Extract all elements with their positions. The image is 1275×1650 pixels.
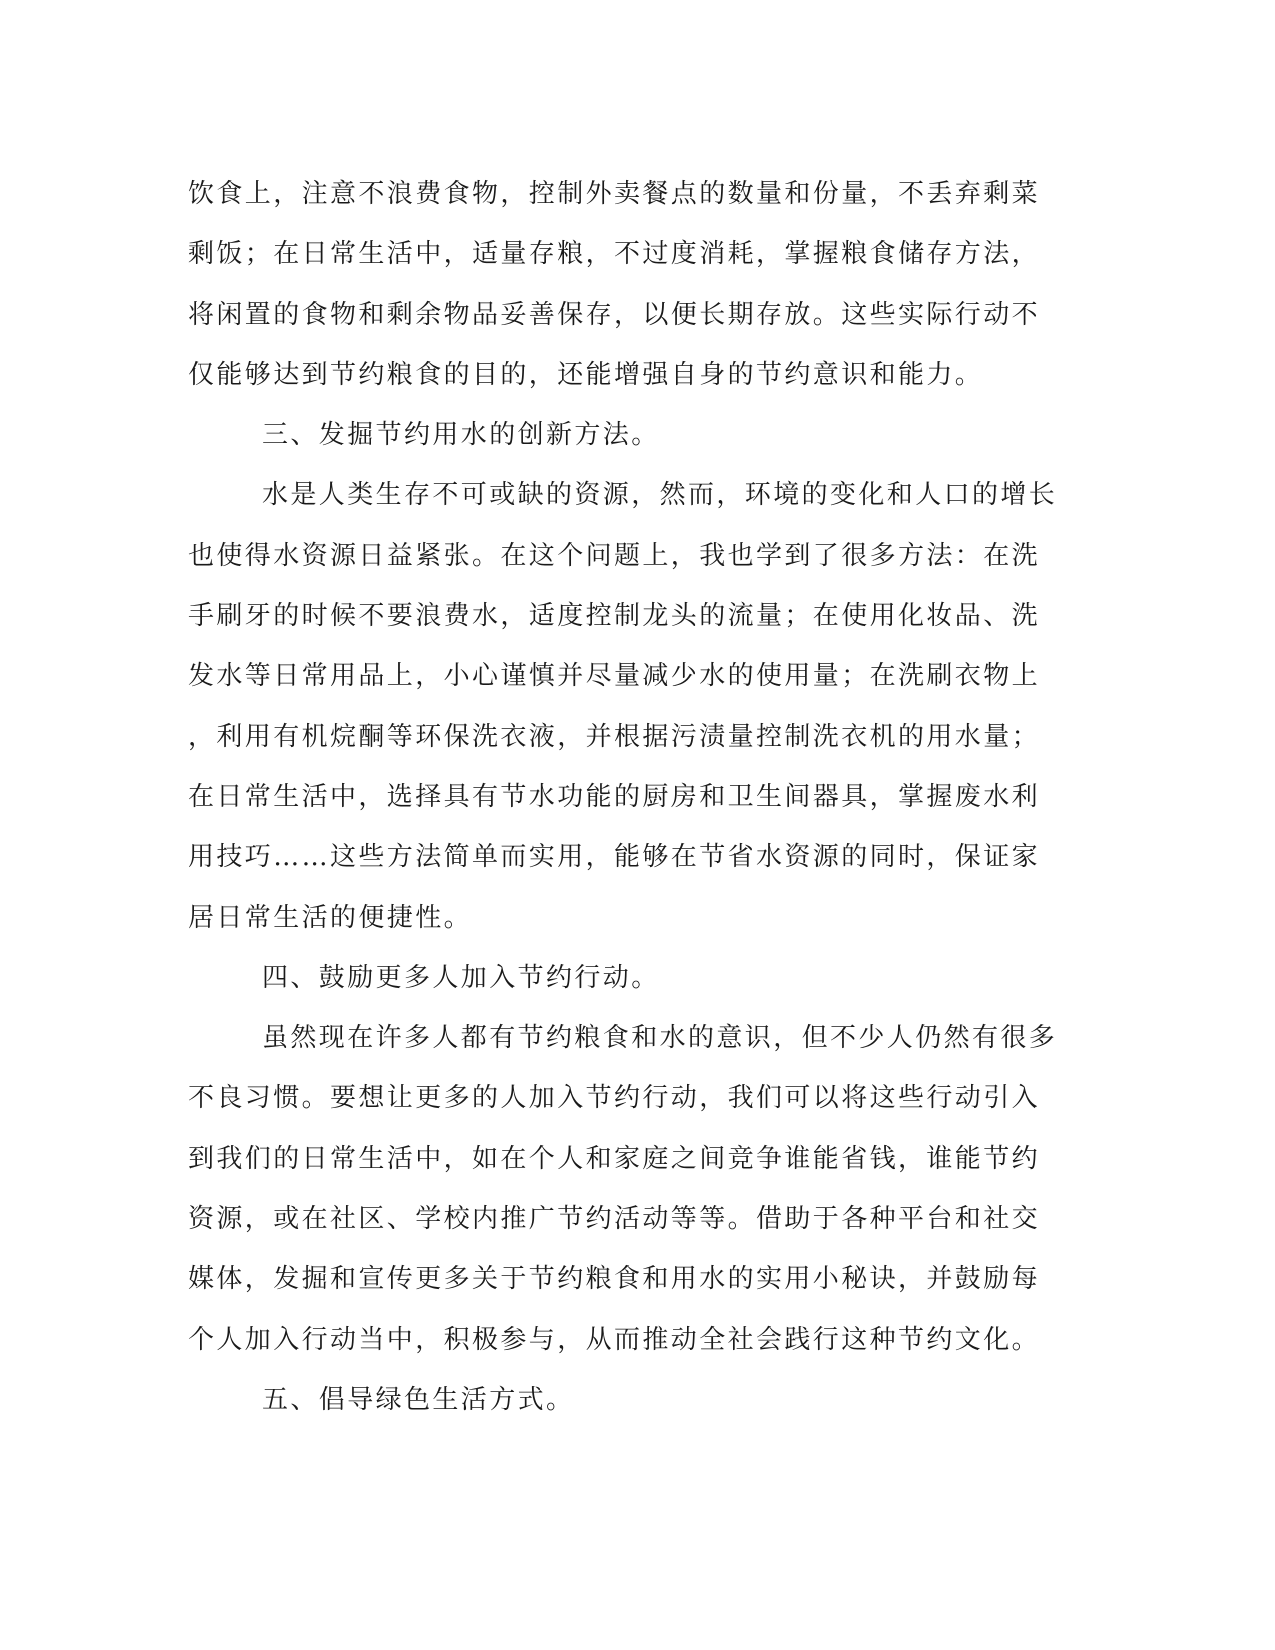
text-line: 个人加入行动当中，积极参与，从而推动全社会践行这种节约文化。 (188, 1324, 1041, 1355)
text-line: 发水等日常用品上，小心谨慎并尽量减少水的使用量；在洗刷衣物上 (188, 661, 1041, 692)
text-line: 仅能够达到节约粮食的目的，还能增强自身的节约意识和能力。 (188, 359, 984, 390)
section-heading-5: 五、倡导绿色生活方式。 (262, 1384, 575, 1415)
text-line: 在日常生活中，选择具有节水功能的厨房和卫生间器具，掌握废水利 (188, 781, 1041, 812)
text-line: 居日常生活的便捷性。 (188, 902, 473, 933)
section-heading-3: 三、发掘节约用水的创新方法。 (262, 420, 660, 451)
text-line: 媒体，发掘和宣传更多关于节约粮食和用水的实用小秘诀，并鼓励每 (188, 1264, 1041, 1295)
text-line: ，利用有机烷酮等环保洗衣液，并根据污渍量控制洗衣机的用水量； (188, 721, 1041, 752)
text-line: 剩饭；在日常生活中，适量存粮，不过度消耗，掌握粮食储存方法， (188, 239, 1041, 270)
text-line: 资源，或在社区、学校内推广节约活动等等。借助于各种平台和社交 (188, 1204, 1041, 1235)
text-line: 到我们的日常生活中，如在个人和家庭之间竞争谁能省钱，谁能节约 (188, 1143, 1041, 1174)
text-line: 不良习惯。要想让更多的人加入节约行动，我们可以将这些行动引入 (188, 1083, 1041, 1114)
body-text (188, 164, 1068, 1430)
text-line: 手刷牙的时候不要浪费水，适度控制龙头的流量；在使用化妆品、洗 (188, 601, 1041, 632)
text-line: 将闲置的食物和剩余物品妥善保存，以便长期存放。这些实际行动不 (188, 299, 1041, 330)
section-heading-4: 四、鼓励更多人加入节约行动。 (262, 962, 660, 993)
text-line: 虽然现在许多人都有节约粮食和水的意识，但不少人仍然有很多 (262, 1023, 1058, 1054)
text-line: 用技巧……这些方法简单而实用，能够在节省水资源的同时，保证家 (188, 842, 1041, 873)
text-line: 也使得水资源日益紧张。在这个问题上，我也学到了很多方法：在洗 (188, 540, 1041, 571)
text-line: 饮食上，注意不浪费食物，控制外卖餐点的数量和份量，不丢弃剩菜 (188, 179, 1041, 209)
text-line: 水是人类生存不可或缺的资源，然而，环境的变化和人口的增长 (262, 480, 1058, 511)
